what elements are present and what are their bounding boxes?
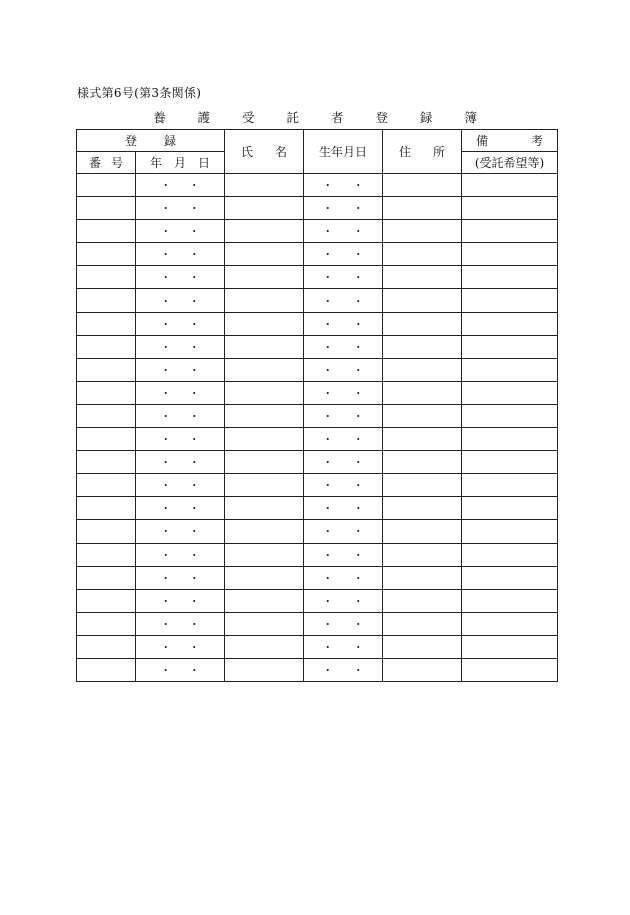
date-cell[interactable] [136, 635, 225, 658]
date-cell[interactable] [136, 266, 225, 289]
date-cell[interactable] [136, 197, 225, 220]
date-cell[interactable] [136, 243, 225, 266]
date-header [136, 152, 225, 174]
separator-dots: ・ ・ [160, 271, 200, 285]
number-cell[interactable] [77, 589, 136, 612]
number-cell[interactable] [77, 289, 136, 312]
number-cell[interactable] [77, 474, 136, 497]
remarks-cell[interactable] [462, 658, 558, 681]
address-cell[interactable] [383, 243, 462, 266]
birthdate-cell[interactable] [304, 543, 383, 566]
address-cell[interactable] [383, 266, 462, 289]
table-row [77, 520, 558, 543]
table-row [77, 497, 558, 520]
number-cell[interactable] [77, 243, 136, 266]
date-cell[interactable] [136, 497, 225, 520]
address-cell[interactable] [383, 358, 462, 381]
remarks-cell[interactable] [462, 358, 558, 381]
remarks-cell[interactable] [462, 266, 558, 289]
date-cell[interactable] [136, 428, 225, 451]
name-cell[interactable] [225, 358, 304, 381]
separator-dots: ・ ・ [160, 409, 200, 423]
name-cell[interactable] [225, 612, 304, 635]
number-cell[interactable] [77, 635, 136, 658]
birthdate-cell[interactable] [304, 520, 383, 543]
separator-dots: ・ ・ [160, 594, 200, 608]
address-cell[interactable] [383, 404, 462, 427]
number-cell[interactable] [77, 197, 136, 220]
address-label-2: 所 [432, 145, 445, 159]
address-cell[interactable] [383, 612, 462, 635]
date-label-month: 月 [173, 156, 186, 170]
date-cell[interactable] [136, 289, 225, 312]
register-body [77, 174, 558, 682]
number-cell[interactable] [77, 428, 136, 451]
birthdate-cell[interactable] [304, 289, 383, 312]
separator-dots: ・ ・ [160, 571, 200, 585]
birthdate-cell[interactable] [304, 335, 383, 358]
remarks-cell[interactable] [462, 589, 558, 612]
table-row [77, 474, 558, 497]
birthdate-cell[interactable] [304, 220, 383, 243]
address-cell[interactable] [383, 635, 462, 658]
number-cell[interactable] [77, 658, 136, 681]
name-cell[interactable] [225, 451, 304, 474]
number-cell[interactable] [77, 612, 136, 635]
birthdate-cell[interactable] [304, 243, 383, 266]
date-cell[interactable] [136, 589, 225, 612]
table-row [77, 197, 558, 220]
address-cell[interactable] [383, 658, 462, 681]
separator-dots: ・ ・ [160, 363, 200, 377]
separator-dots: ・ ・ [160, 479, 200, 493]
number-header [77, 152, 136, 174]
separator-dots: ・ ・ [322, 640, 364, 654]
separator-dots: ・ ・ [160, 386, 200, 400]
separator-dots: ・ ・ [322, 502, 364, 516]
address-cell[interactable] [383, 174, 462, 197]
separator-dots: ・ ・ [322, 525, 364, 539]
table-row [77, 266, 558, 289]
birthdate-cell[interactable] [304, 404, 383, 427]
name-cell[interactable] [225, 381, 304, 404]
number-cell[interactable] [77, 404, 136, 427]
address-cell[interactable] [383, 335, 462, 358]
table-row [77, 428, 558, 451]
separator-dots: ・ ・ [322, 594, 364, 608]
separator-dots: ・ ・ [160, 202, 200, 216]
birthdate-cell[interactable] [304, 197, 383, 220]
date-cell[interactable] [136, 220, 225, 243]
table-row [77, 612, 558, 635]
name-header [225, 130, 304, 174]
number-cell[interactable] [77, 358, 136, 381]
birthdate-cell[interactable] [304, 451, 383, 474]
remarks-cell[interactable] [462, 497, 558, 520]
date-cell[interactable] [136, 358, 225, 381]
address-cell[interactable] [383, 220, 462, 243]
date-cell[interactable] [136, 174, 225, 197]
number-label-2: 号 [110, 156, 123, 170]
separator-dots: ・ ・ [322, 317, 364, 331]
date-cell[interactable] [136, 658, 225, 681]
name-cell[interactable] [225, 474, 304, 497]
remarks-cell[interactable] [462, 543, 558, 566]
name-cell[interactable] [225, 497, 304, 520]
name-cell[interactable] [225, 520, 304, 543]
remarks-cell[interactable] [462, 289, 558, 312]
remarks-header [462, 130, 558, 152]
number-cell[interactable] [77, 312, 136, 335]
number-cell[interactable] [77, 174, 136, 197]
separator-dots: ・ ・ [322, 571, 364, 585]
remarks-cell[interactable] [462, 312, 558, 335]
birthdate-cell[interactable] [304, 497, 383, 520]
name-cell[interactable] [225, 197, 304, 220]
remarks-label-2: 考 [530, 134, 543, 148]
address-label-1: 住 [399, 145, 412, 159]
birthdate-cell[interactable] [304, 266, 383, 289]
separator-dots: ・ ・ [322, 664, 364, 678]
date-cell[interactable] [136, 566, 225, 589]
separator-dots: ・ ・ [160, 640, 200, 654]
separator-dots: ・ ・ [322, 456, 364, 470]
name-cell[interactable] [225, 220, 304, 243]
remarks-cell[interactable] [462, 474, 558, 497]
date-cell[interactable] [136, 543, 225, 566]
table-row [77, 635, 558, 658]
birthdate-cell[interactable] [304, 174, 383, 197]
number-cell[interactable] [77, 451, 136, 474]
remarks-cell[interactable] [462, 220, 558, 243]
table-row [77, 658, 558, 681]
remarks-cell[interactable] [462, 566, 558, 589]
table-row [77, 220, 558, 243]
number-cell[interactable] [77, 335, 136, 358]
date-label-year: 年 [150, 156, 163, 170]
name-cell[interactable] [225, 658, 304, 681]
birthdate-cell[interactable] [304, 358, 383, 381]
separator-dots: ・ ・ [322, 386, 364, 400]
name-cell[interactable] [225, 635, 304, 658]
name-cell[interactable] [225, 312, 304, 335]
remarks-cell[interactable] [462, 174, 558, 197]
registration-header [77, 130, 225, 152]
separator-dots: ・ ・ [160, 248, 200, 262]
separator-dots: ・ ・ [322, 617, 364, 631]
birthdate-cell[interactable] [304, 612, 383, 635]
separator-dots: ・ ・ [160, 433, 200, 447]
separator-dots: ・ ・ [322, 271, 364, 285]
address-cell[interactable] [383, 497, 462, 520]
separator-dots: ・ ・ [160, 225, 200, 239]
separator-dots: ・ ・ [322, 248, 364, 262]
remarks-note-header: (受託希望等) [462, 152, 558, 174]
separator-dots: ・ ・ [322, 294, 364, 308]
address-cell[interactable] [383, 543, 462, 566]
separator-dots: ・ ・ [322, 202, 364, 216]
separator-dots: ・ ・ [322, 179, 364, 193]
date-cell[interactable] [136, 612, 225, 635]
registration-label-2: 録 [163, 134, 176, 148]
name-cell[interactable] [225, 543, 304, 566]
name-cell[interactable] [225, 335, 304, 358]
name-cell[interactable] [225, 428, 304, 451]
birthdate-cell[interactable] [304, 474, 383, 497]
number-cell[interactable] [77, 497, 136, 520]
remarks-cell[interactable] [462, 381, 558, 404]
address-cell[interactable] [383, 289, 462, 312]
registration-label-1: 登 [125, 134, 138, 148]
name-cell[interactable] [225, 266, 304, 289]
separator-dots: ・ ・ [160, 179, 200, 193]
date-cell[interactable] [136, 520, 225, 543]
table-row [77, 335, 558, 358]
address-cell[interactable] [383, 474, 462, 497]
remarks-cell[interactable] [462, 428, 558, 451]
address-cell[interactable] [383, 381, 462, 404]
remarks-cell[interactable] [462, 197, 558, 220]
address-cell[interactable] [383, 197, 462, 220]
number-label-1: 番 [89, 156, 102, 170]
name-cell[interactable] [225, 589, 304, 612]
separator-dots: ・ ・ [160, 664, 200, 678]
name-cell[interactable] [225, 404, 304, 427]
table-row [77, 174, 558, 197]
table-row [77, 566, 558, 589]
date-cell[interactable] [136, 335, 225, 358]
remarks-label-1: 備 [476, 134, 489, 148]
address-header [383, 130, 462, 174]
name-cell[interactable] [225, 289, 304, 312]
separator-dots: ・ ・ [322, 340, 364, 354]
name-cell[interactable] [225, 243, 304, 266]
birthdate-header: 生年月日 [304, 130, 383, 174]
separator-dots: ・ ・ [160, 317, 200, 331]
date-cell[interactable] [136, 474, 225, 497]
table-row [77, 358, 558, 381]
birthdate-cell[interactable] [304, 381, 383, 404]
separator-dots: ・ ・ [322, 479, 364, 493]
name-cell[interactable] [225, 566, 304, 589]
birthdate-cell[interactable] [304, 428, 383, 451]
separator-dots: ・ ・ [160, 502, 200, 516]
birthdate-cell[interactable] [304, 312, 383, 335]
number-cell[interactable] [77, 566, 136, 589]
date-label-day: 日 [197, 156, 210, 170]
table-row [77, 589, 558, 612]
remarks-cell[interactable] [462, 335, 558, 358]
date-cell[interactable] [136, 451, 225, 474]
register-table [76, 129, 558, 682]
remarks-cell[interactable] [462, 635, 558, 658]
remarks-cell[interactable] [462, 404, 558, 427]
remarks-cell[interactable] [462, 520, 558, 543]
name-cell[interactable] [225, 174, 304, 197]
separator-dots: ・ ・ [160, 340, 200, 354]
birthdate-cell[interactable] [304, 635, 383, 658]
date-cell[interactable] [136, 404, 225, 427]
form-label: 様式第6号(第3条関係) [77, 86, 202, 100]
table-row [77, 451, 558, 474]
remarks-cell[interactable] [462, 451, 558, 474]
number-cell[interactable] [77, 520, 136, 543]
separator-dots: ・ ・ [160, 525, 200, 539]
name-label-1: 氏 [241, 145, 254, 159]
address-cell[interactable] [383, 520, 462, 543]
separator-dots: ・ ・ [160, 294, 200, 308]
birthdate-cell[interactable] [304, 658, 383, 681]
separator-dots: ・ ・ [160, 456, 200, 470]
table-row [77, 289, 558, 312]
birthdate-cell[interactable] [304, 589, 383, 612]
table-row [77, 381, 558, 404]
table-row [77, 543, 558, 566]
separator-dots: ・ ・ [160, 548, 200, 562]
address-cell[interactable] [383, 589, 462, 612]
table-row [77, 312, 558, 335]
remarks-cell[interactable] [462, 243, 558, 266]
separator-dots: ・ ・ [322, 409, 364, 423]
number-cell[interactable] [77, 266, 136, 289]
separator-dots: ・ ・ [322, 363, 364, 377]
separator-dots: ・ ・ [322, 548, 364, 562]
table-row [77, 243, 558, 266]
table-row [77, 404, 558, 427]
date-cell[interactable] [136, 381, 225, 404]
number-cell[interactable] [77, 543, 136, 566]
name-label-2: 名 [274, 145, 287, 159]
number-cell[interactable] [77, 220, 136, 243]
separator-dots: ・ ・ [322, 225, 364, 239]
number-cell[interactable] [77, 381, 136, 404]
separator-dots: ・ ・ [322, 433, 364, 447]
birthdate-cell[interactable] [304, 566, 383, 589]
document-title: 養 護 受 託 者 登 録 簿 [153, 110, 491, 125]
date-cell[interactable] [136, 312, 225, 335]
remarks-cell[interactable] [462, 612, 558, 635]
address-cell[interactable] [383, 566, 462, 589]
address-cell[interactable] [383, 312, 462, 335]
address-cell[interactable] [383, 428, 462, 451]
address-cell[interactable] [383, 451, 462, 474]
separator-dots: ・ ・ [160, 617, 200, 631]
